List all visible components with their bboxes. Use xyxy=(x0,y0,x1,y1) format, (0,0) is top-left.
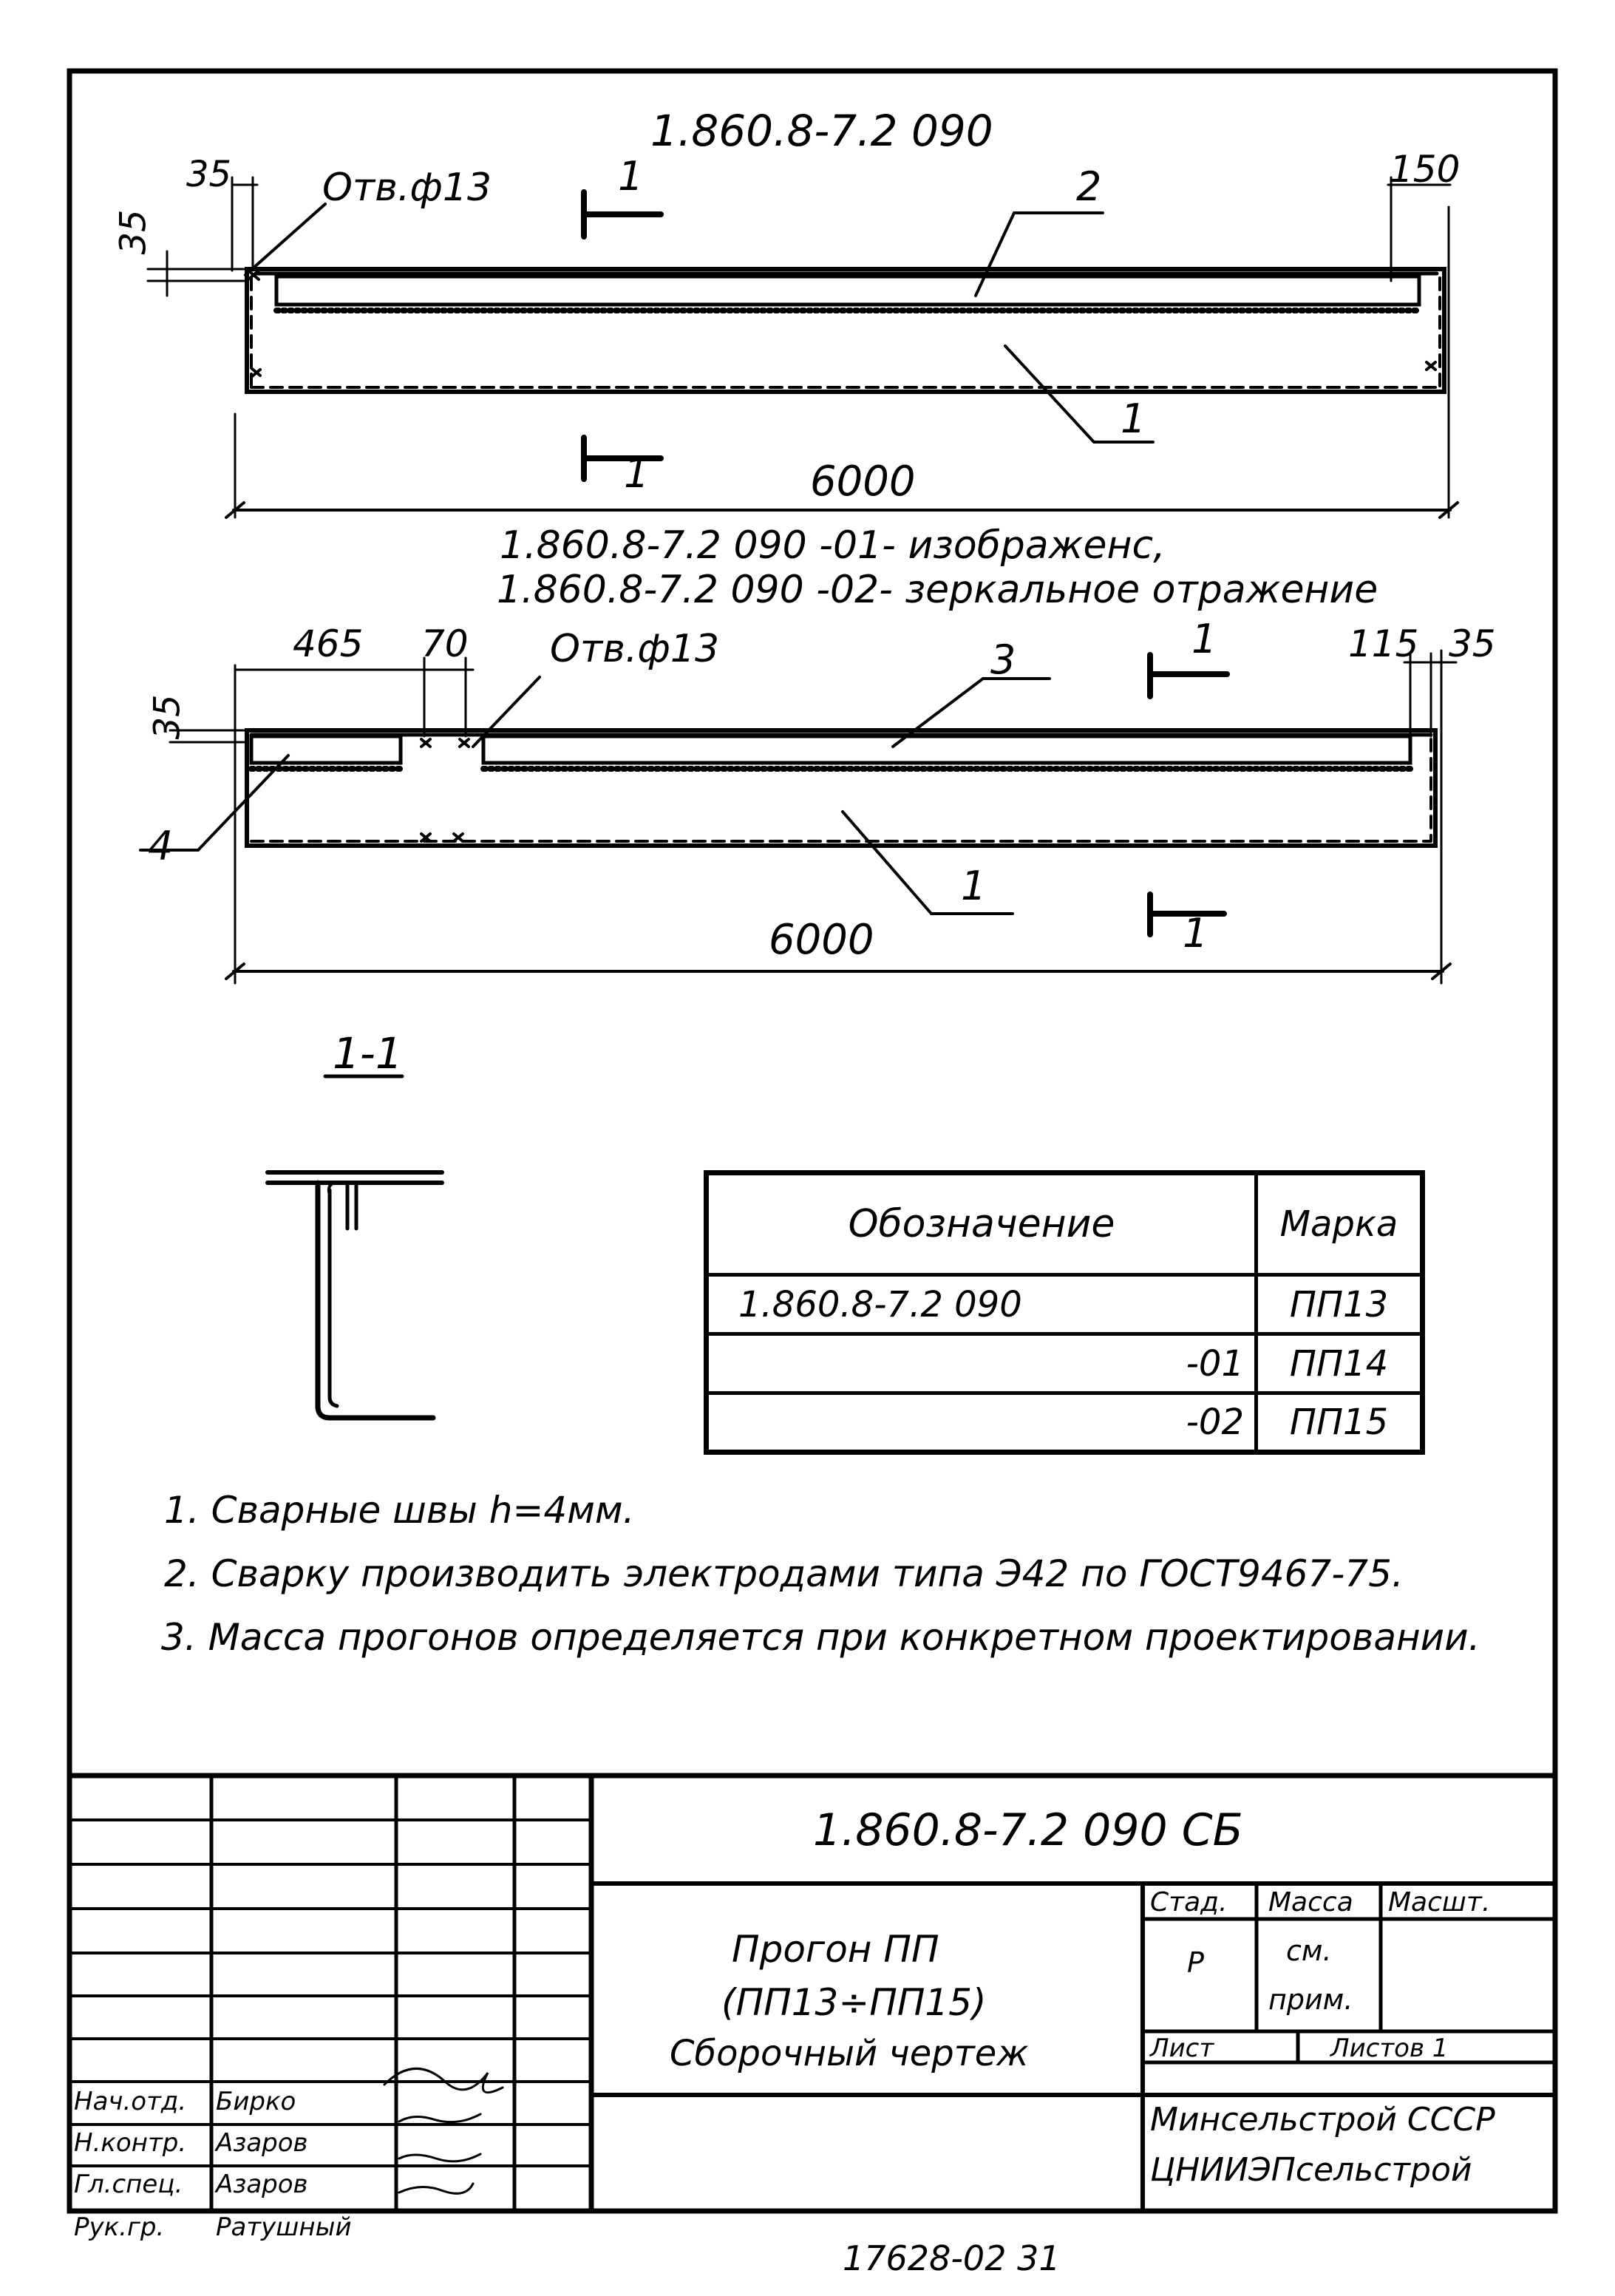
drawing-1-code: 1.860.8-7.2 090 xyxy=(650,106,993,156)
archive-number: 17628-02 31 xyxy=(843,2238,1061,2278)
hole-label-2: Отв.ф13 xyxy=(550,627,720,671)
dim-150: 150 xyxy=(1390,148,1461,191)
col-scale: Масшт. xyxy=(1388,1887,1491,1918)
dim-6000-2: 6000 xyxy=(769,916,874,964)
row-designation: 1.860.8-7.2 090 xyxy=(707,1275,1257,1334)
title-line-1: Прогон ПП xyxy=(732,1928,939,1971)
header-designation: Обозначение xyxy=(707,1173,1257,1275)
callout-4: 4 xyxy=(148,823,174,869)
row-designation: -02 xyxy=(707,1393,1257,1453)
org-line-2: ЦНИИЭПсельстрой xyxy=(1150,2151,1472,2189)
sheet-label: Лист xyxy=(1150,2034,1214,2063)
org-line-1: Минсельстрой СССР xyxy=(1150,2101,1495,2139)
sig-role-4: Рук.гр. xyxy=(74,2212,165,2242)
dim-70: 70 xyxy=(421,622,469,665)
mass-value-1: см. xyxy=(1286,1935,1332,1967)
variant-caption-2: 1.860.8-7.2 090 -02- зеркальное отражение xyxy=(497,568,1378,612)
table-header-row xyxy=(707,1173,1423,1275)
sig-role-3: Гл.спец. xyxy=(74,2170,183,2199)
dim-6000-1: 6000 xyxy=(810,458,916,506)
variant-caption-1: 1.860.8-7.2 090 -01- изображенс, xyxy=(500,523,1166,568)
row-mark: ПП13 xyxy=(1257,1275,1423,1334)
dim-35-side-2: 35 xyxy=(146,694,188,740)
sheets-label: Листов 1 xyxy=(1330,2034,1449,2063)
dim-35-side: 35 xyxy=(112,209,154,255)
purlin-plan-view-1 xyxy=(148,177,1458,517)
handwritten-signatures xyxy=(384,2068,503,2193)
sig-name-2: Азаров xyxy=(216,2128,308,2158)
mass-value-2: прим. xyxy=(1268,1983,1353,2016)
callout-3: 3 xyxy=(990,636,1016,683)
sig-name-3: Азаров xyxy=(216,2170,308,2199)
note-3: 3. Масса прогонов определяется при конкретном проектировании. xyxy=(161,1616,1480,1659)
dim-465: 465 xyxy=(293,622,364,665)
stage-value: Р xyxy=(1187,1946,1204,1979)
sig-role-2: Н.контр. xyxy=(74,2128,187,2158)
title-line-3: Сборочный чертеж xyxy=(670,2033,1029,2074)
callout-2: 2 xyxy=(1076,163,1102,210)
title-line-2: (ПП13÷ПП15) xyxy=(721,1981,987,2024)
col-mass: Масса xyxy=(1268,1887,1353,1918)
header-mark: Марка xyxy=(1257,1173,1423,1275)
section-mark-top-1: 1 xyxy=(618,153,644,200)
title-block-doc-code: 1.860.8-7.2 090 СБ xyxy=(813,1804,1243,1856)
col-stage: Стад. xyxy=(1150,1887,1228,1918)
dim-35-right: 35 xyxy=(1449,622,1496,665)
callout-1-a: 1 xyxy=(1121,395,1146,442)
row-mark: ПП14 xyxy=(1257,1334,1423,1393)
section-mark-top-2: 1 xyxy=(1191,616,1217,662)
dim-115: 115 xyxy=(1348,622,1419,665)
hole-label-1: Отв.ф13 xyxy=(322,166,492,210)
table-row xyxy=(707,1393,1423,1453)
row-mark: ПП15 xyxy=(1257,1393,1423,1453)
sig-name-1: Бирко xyxy=(216,2087,296,2116)
section-mark-bottom-2: 1 xyxy=(1183,910,1208,957)
note-1: 1. Сварные швы h=4мм. xyxy=(164,1489,635,1532)
sig-role-1: Нач.отд. xyxy=(74,2087,187,2116)
table-row xyxy=(707,1334,1423,1393)
dim-35-top: 35 xyxy=(186,154,232,195)
section-1-1-profile xyxy=(268,1076,442,1418)
section-mark-bottom-1: 1 xyxy=(624,450,650,497)
row-designation: -01 xyxy=(707,1334,1257,1393)
designation-table xyxy=(704,1170,1425,1455)
note-2: 2. Сварку производить электродами типа Э42 по ГОСТ9467-75. xyxy=(164,1552,1404,1595)
callout-1-b: 1 xyxy=(961,863,987,909)
table-row xyxy=(707,1275,1423,1334)
sig-name-4: Ратушный xyxy=(216,2212,352,2242)
section-label: 1-1 xyxy=(333,1028,403,1079)
